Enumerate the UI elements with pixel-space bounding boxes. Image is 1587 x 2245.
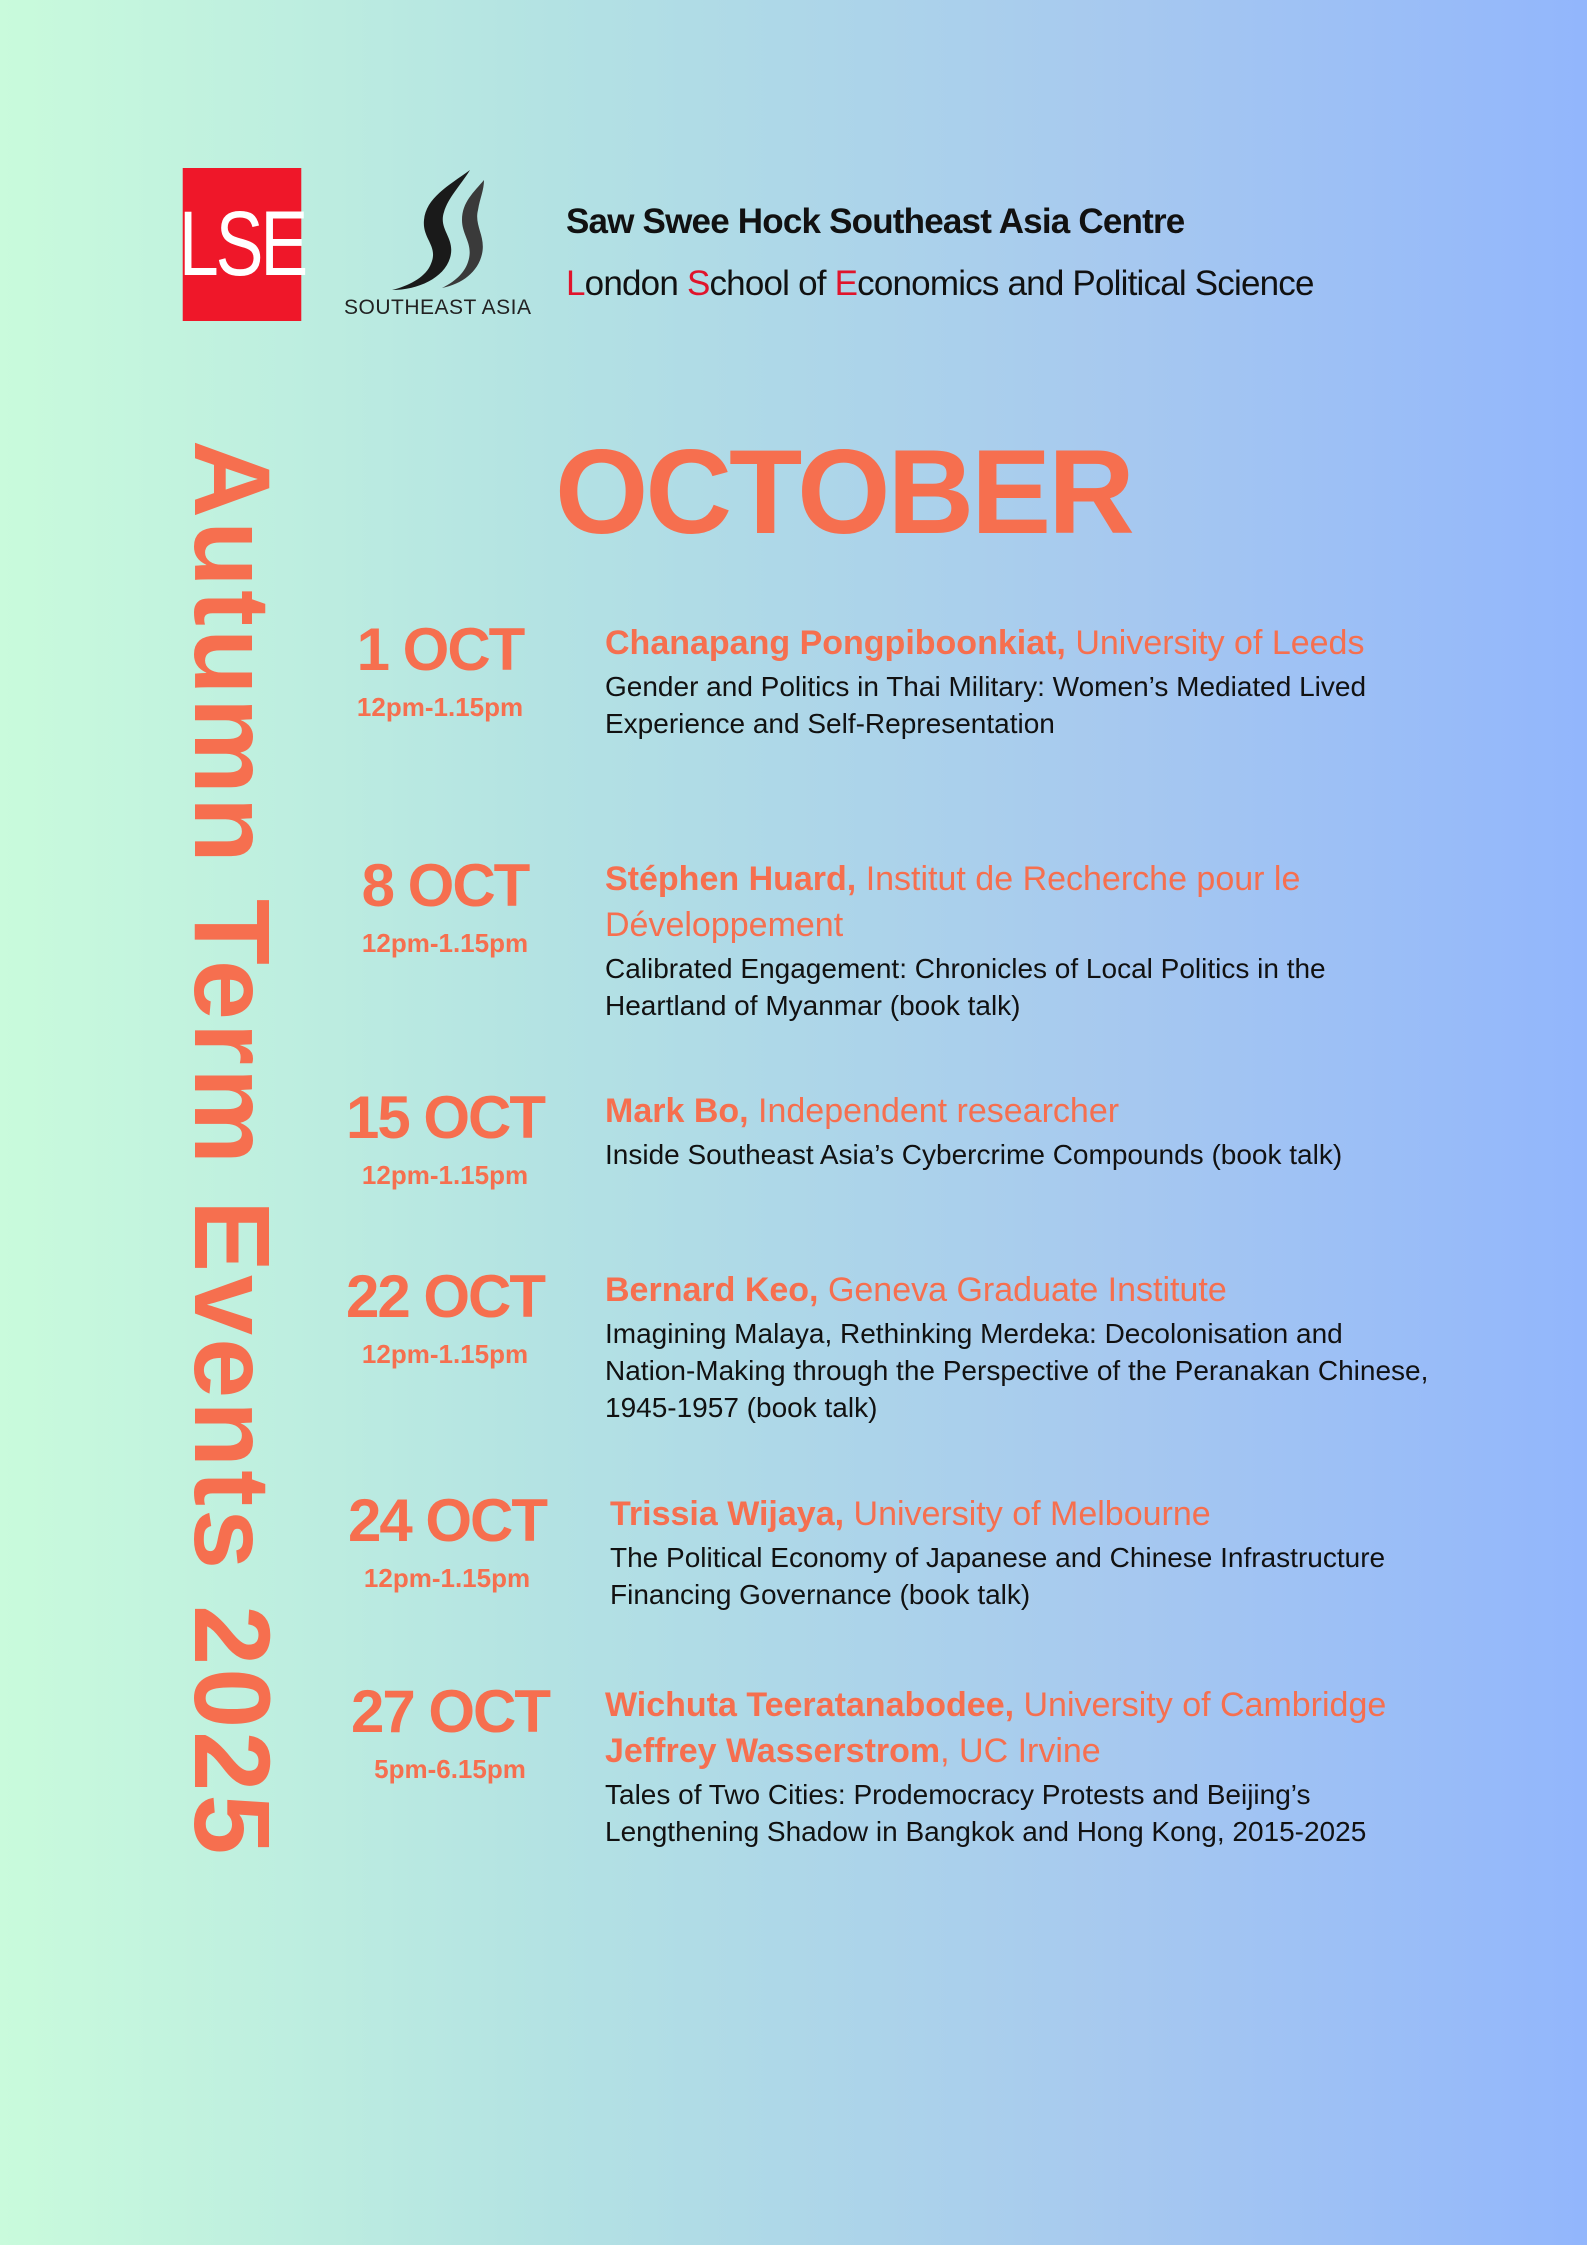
speaker-line-2 <box>605 1728 1435 1774</box>
event-info <box>605 856 1435 1024</box>
event-title: Inside Southeast Asia’s Cybercrime Compounds (book talk) <box>605 1139 1343 1170</box>
speaker-affiliation: Geneva Graduate Institute <box>818 1271 1227 1309</box>
speaker-line <box>610 1491 1440 1537</box>
event-date-block <box>317 1487 577 1594</box>
event-date-block <box>310 616 570 723</box>
event-info <box>605 1088 1435 1173</box>
event-date: 27 OCT <box>350 1678 550 1745</box>
school-name <box>566 264 1314 304</box>
event-date: 15 OCT <box>345 1084 545 1151</box>
speaker-name: Bernard Keo, <box>605 1271 819 1309</box>
lse-logo <box>178 168 306 321</box>
month-title: OCTOBER <box>555 425 1132 559</box>
speaker-name: Mark Bo, <box>605 1092 749 1130</box>
speaker-affiliation: University of Melbourne <box>844 1495 1211 1533</box>
event-date-block <box>315 1263 575 1370</box>
event-info <box>605 1267 1435 1426</box>
event-info <box>610 1491 1440 1613</box>
event-title: Calibrated Engagement: Chronicles of Local Politics in the Heartland of Myanmar (book talk) <box>605 953 1326 1021</box>
school-e-rest: conomics and Political Science <box>857 264 1314 303</box>
event-time: 12pm-1.15pm <box>356 692 524 722</box>
speaker-name-2: Jeffrey Wasserstrom <box>605 1732 941 1770</box>
southeast-asia-logo <box>340 168 540 328</box>
speaker-line <box>605 1682 1435 1728</box>
event-info <box>605 620 1435 742</box>
speaker-name: Wichuta Teeratanabodee, <box>605 1686 1015 1724</box>
speaker-name: Chanapang Pongpiboonkiat, <box>605 624 1066 662</box>
event-title: The Political Economy of Japanese and Chinese Infrastructure Financing Governance (book talk) <box>610 1542 1386 1610</box>
speaker-line <box>605 1267 1435 1313</box>
lse-logo-text: LSE <box>178 193 306 295</box>
event-date-block <box>315 1084 575 1191</box>
speaker-affiliation-2: , UC Irvine <box>940 1732 1101 1770</box>
speaker-affiliation: University of Cambridge <box>1014 1686 1387 1724</box>
school-s-rest: chool of <box>709 264 835 303</box>
event-time: 5pm-6.15pm <box>374 1754 526 1784</box>
event-time: 12pm-1.15pm <box>361 928 529 958</box>
vertical-title: Autumn Term Events 2025 <box>172 440 293 1858</box>
event-title: Tales of Two Cities: Prodemocracy Protests and Beijing’s Lengthening Shadow in Bangkok and Hong Kong, 2015-2025 <box>605 1779 1367 1847</box>
speaker-affiliation: Institut de Recherche pour le Développement <box>605 860 1301 944</box>
event-title: Gender and Politics in Thai Military: Women’s Mediated Lived Experience and Self-Representation <box>605 671 1367 739</box>
school-e-initial: E <box>834 264 858 303</box>
speaker-line <box>605 856 1435 948</box>
event-date: 1 OCT <box>356 616 524 683</box>
southeast-asia-caption: SOUTHEAST ASIA <box>344 296 532 319</box>
school-s-initial: S <box>686 264 710 303</box>
event-date: 24 OCT <box>347 1487 547 1554</box>
event-time: 12pm-1.15pm <box>361 1160 529 1190</box>
event-date-block <box>315 852 575 959</box>
speaker-affiliation: University of Leeds <box>1065 624 1365 662</box>
event-date-block <box>320 1678 580 1785</box>
event-time: 12pm-1.15pm <box>363 1563 531 1593</box>
event-time: 12pm-1.15pm <box>361 1339 529 1369</box>
event-title: Imagining Malaya, Rethinking Merdeka: Decolonisation and Nation-Making through the Perspective of the Peranakan Chinese, 1945-1957 (book talk) <box>605 1318 1429 1423</box>
speaker-line <box>605 620 1435 666</box>
event-date: 22 OCT <box>345 1263 545 1330</box>
speaker-affiliation: Independent researcher <box>748 1092 1120 1130</box>
event-info <box>605 1682 1435 1850</box>
centre-name: Saw Swee Hock Southeast Asia Centre <box>566 202 1185 241</box>
speaker-name: Stéphen Huard, <box>605 860 857 898</box>
event-date: 8 OCT <box>361 852 529 919</box>
speaker-line <box>605 1088 1435 1134</box>
leaf-logo-icon <box>378 168 498 293</box>
speaker-name: Trissia Wijaya, <box>610 1495 845 1533</box>
school-l-rest: ondon <box>584 264 687 303</box>
school-l-initial: L <box>566 264 585 303</box>
